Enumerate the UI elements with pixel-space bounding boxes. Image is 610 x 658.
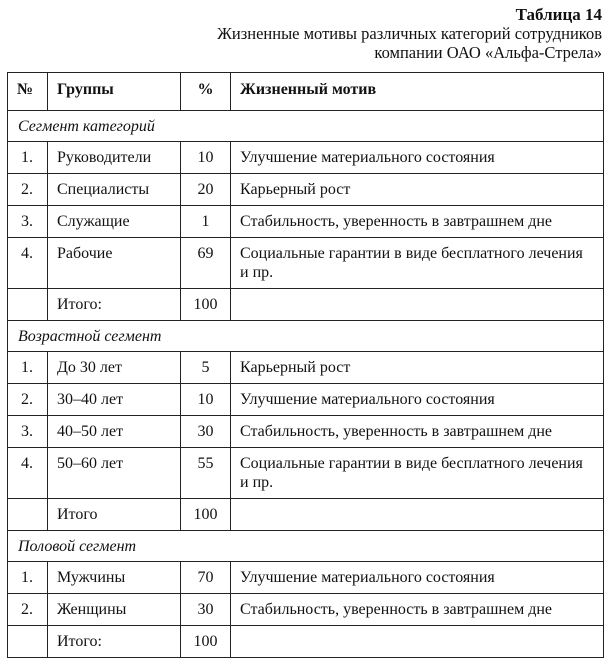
total-percent: 100: [181, 626, 231, 658]
table-row: [8, 594, 604, 626]
total-num-empty: [8, 289, 48, 321]
row-group: До 30 лет: [48, 352, 181, 384]
row-motive: Карьерный рост: [231, 352, 604, 384]
table-row: [8, 384, 604, 416]
row-percent: 10: [181, 142, 231, 174]
total-row: [8, 499, 604, 531]
table-row: [8, 352, 604, 384]
total-motive-empty: [231, 289, 604, 321]
row-group: Женщины: [48, 594, 181, 626]
row-group: 40–50 лет: [48, 416, 181, 448]
table-title-line1: Жизненные мотивы различных категорий сотрудников: [217, 24, 602, 43]
row-motive: Карьерный рост: [231, 174, 604, 206]
segment-row: [8, 321, 604, 352]
row-num: 3.: [8, 206, 48, 238]
row-group: Рабочие: [48, 238, 181, 289]
total-motive-empty: [231, 626, 604, 658]
segment-title: Сегмент категорий: [8, 111, 604, 142]
total-label: Итого:: [48, 626, 181, 658]
table-body: [8, 111, 604, 658]
row-percent: 1: [181, 206, 231, 238]
table-row: [8, 142, 604, 174]
row-motive: Улучшение материального состояния: [231, 384, 604, 416]
row-percent: 10: [181, 384, 231, 416]
row-percent: 5: [181, 352, 231, 384]
header-group: Группы: [48, 73, 181, 111]
row-motive: Стабильность, уверенность в завтрашнем дне: [231, 594, 604, 626]
header-percent: %: [181, 73, 231, 111]
total-num-empty: [8, 499, 48, 531]
row-percent: 20: [181, 174, 231, 206]
row-group: 30–40 лет: [48, 384, 181, 416]
segment-title: Половой сегмент: [8, 531, 604, 562]
row-motive: Улучшение материального состояния: [231, 142, 604, 174]
table-number: Таблица 14: [515, 5, 602, 24]
row-motive: Социальные гарантии в виде бесплатного лечения и пр.: [231, 238, 604, 289]
row-percent: 70: [181, 562, 231, 594]
table-header-row: [8, 73, 604, 111]
row-num: 1.: [8, 142, 48, 174]
segment-title: Возрастной сегмент: [8, 321, 604, 352]
total-percent: 100: [181, 499, 231, 531]
row-group: Руководители: [48, 142, 181, 174]
row-num: 4.: [8, 238, 48, 289]
segment-row: [8, 111, 604, 142]
row-motive: Стабильность, уверенность в завтрашнем дне: [231, 416, 604, 448]
motives-table: [7, 72, 604, 658]
total-row: [8, 289, 604, 321]
row-num: 2.: [8, 174, 48, 206]
row-percent: 30: [181, 416, 231, 448]
total-label: Итого:: [48, 289, 181, 321]
total-percent: 100: [181, 289, 231, 321]
table-row: [8, 206, 604, 238]
row-motive: Социальные гарантии в виде бесплатного лечения и пр.: [231, 448, 604, 499]
table-caption: [217, 5, 602, 62]
row-percent: 30: [181, 594, 231, 626]
row-group: 50–60 лет: [48, 448, 181, 499]
row-num: 3.: [8, 416, 48, 448]
row-num: 1.: [8, 562, 48, 594]
total-motive-empty: [231, 499, 604, 531]
total-row: [8, 626, 604, 658]
row-group: Мужчины: [48, 562, 181, 594]
table-row: [8, 416, 604, 448]
row-percent: 55: [181, 448, 231, 499]
row-percent: 69: [181, 238, 231, 289]
table-row: [8, 174, 604, 206]
row-motive: Стабильность, уверенность в завтрашнем дне: [231, 206, 604, 238]
total-num-empty: [8, 626, 48, 658]
total-label: Итого: [48, 499, 181, 531]
row-num: 2.: [8, 384, 48, 416]
segment-row: [8, 531, 604, 562]
table-row: [8, 562, 604, 594]
row-num: 1.: [8, 352, 48, 384]
table-row: [8, 238, 604, 289]
table-title-line2: компании ОАО «Альфа-Стрела»: [374, 43, 602, 62]
row-num: 2.: [8, 594, 48, 626]
row-num: 4.: [8, 448, 48, 499]
row-group: Специалисты: [48, 174, 181, 206]
row-motive: Улучшение материального состояния: [231, 562, 604, 594]
header-motive: Жизненный мотив: [231, 73, 604, 111]
table-row: [8, 448, 604, 499]
header-num: №: [8, 73, 48, 111]
row-group: Служащие: [48, 206, 181, 238]
